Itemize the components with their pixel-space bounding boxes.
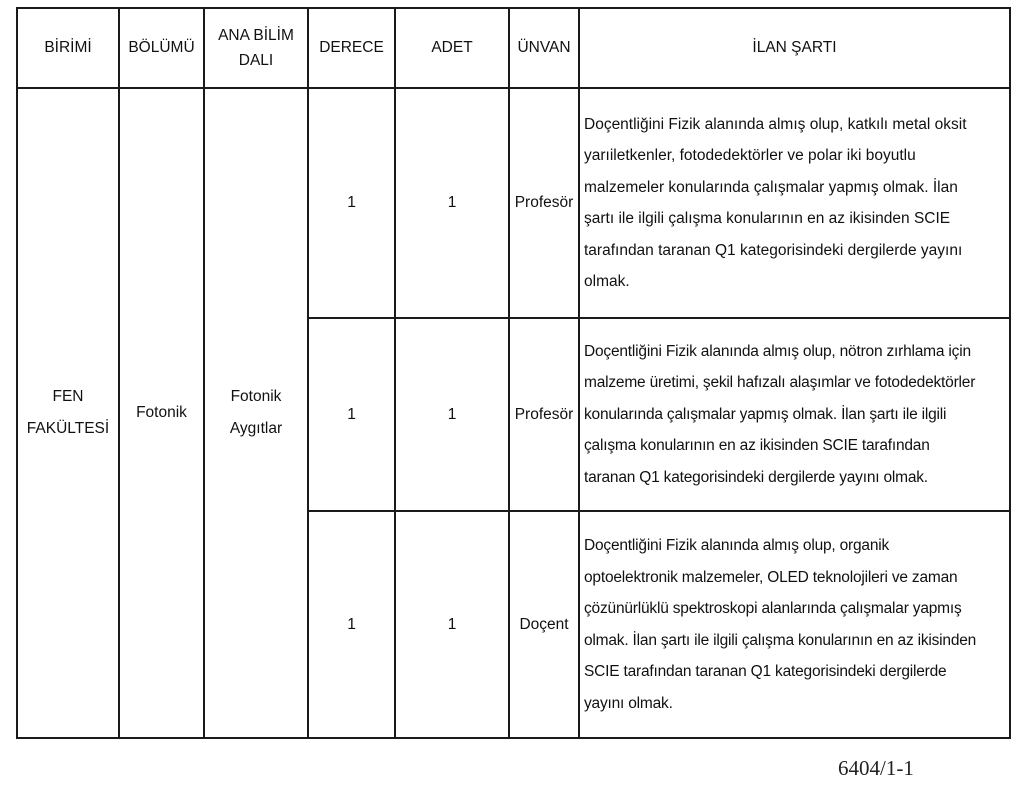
table-row [17, 88, 1010, 318]
unvan-cell: Profesör [509, 318, 579, 511]
ilan-sarti-line: Doçentliğini Fizik alanında almış olup, katkılı metal oksit [584, 115, 967, 133]
ana-bilim-dali-cell [204, 88, 308, 738]
ilan-sarti-line: optoelektronik malzemeler, OLED teknolojileri ve zaman [584, 568, 958, 586]
header-derece: DERECE [308, 8, 395, 88]
ilan-sarti-cell [579, 511, 1010, 738]
header-unvan: ÜNVAN [509, 8, 579, 88]
ilan-sarti-line: yayını olmak. [584, 694, 673, 712]
ilan-sarti-line: olmak. İlan şartı ile ilgili çalışma konularının en az ikisinden [584, 631, 977, 649]
derece-cell: 1 [308, 88, 395, 318]
ilan-sarti-line: tarafından taranan Q1 kategorisindeki dergilerde yayını [584, 241, 963, 259]
ilan-sarti-line: olmak. [584, 273, 630, 290]
derece-cell: 1 [308, 318, 395, 511]
header-ana-bilim-dali-line2: DALI [238, 52, 274, 69]
ilan-sarti-line: SCIE tarafından taranan Q1 kategorisindeki dergilerde [584, 663, 947, 680]
derece-cell: 1 [308, 511, 395, 738]
ilan-sarti-line: konularında çalışmalar yapmış olmak. İlan şartı ile ilgili [584, 405, 947, 423]
header-ilan-sarti: İLAN ŞARTI [579, 8, 1010, 88]
ilan-sarti-cell [579, 318, 1010, 511]
ilan-sarti-line: malzeme üretimi, şekil hafızalı alaşımlar ve fotodedektörler [584, 374, 976, 392]
unvan-cell: Profesör [509, 88, 579, 318]
job-posting-table [16, 7, 1011, 739]
ilan-sarti-line: şartı ile ilgili çalışma konularının en az ikisinden SCIE [584, 210, 951, 227]
birim-line2: FAKÜLTESİ [26, 420, 110, 437]
adet-cell: 1 [395, 88, 509, 318]
header-row [17, 8, 1010, 88]
bolum-cell: Fotonik [119, 88, 204, 738]
birim-line1: FEN [52, 388, 84, 405]
ilan-sarti-cell [579, 88, 1010, 318]
adet-cell: 1 [395, 318, 509, 511]
header-adet: ADET [395, 8, 509, 88]
ilan-sarti-line: Doçentliğini Fizik alanında almış olup, organik [584, 537, 890, 554]
ilan-sarti-line: çalışma konularının en az ikisinden SCIE tarafından [584, 437, 930, 455]
header-ana-bilim-dali [204, 8, 308, 88]
unvan-cell: Doçent [509, 511, 579, 738]
ana-bilim-dali-line2: Aygıtlar [229, 420, 283, 437]
ilan-sarti-line: çözünürlüklü spektroskopi alanlarında çalışmalar yapmış [584, 600, 962, 617]
adet-cell: 1 [395, 511, 509, 738]
header-ana-bilim-dali-line1: ANA BİLİM [218, 27, 294, 44]
ilan-sarti-line: taranan Q1 kategorisindeki dergilerde yayını olmak. [584, 468, 928, 486]
header-bolumu: BÖLÜMÜ [119, 8, 204, 88]
ilan-sarti-line: Doçentliğini Fizik alanında almış olup, nötron zırhlama için [584, 342, 971, 360]
ana-bilim-dali-line1: Fotonik [230, 388, 282, 405]
document-code: 6404/1-1 [838, 756, 914, 780]
ilan-sarti-line: malzemeler konularında çalışmalar yapmış olmak. İlan [584, 178, 958, 196]
ilan-sarti-line: yarıiletkenler, fotodedektörler ve polar iki boyutlu [584, 147, 916, 164]
birim-cell [17, 88, 119, 738]
header-birimi: BİRİMİ [17, 8, 119, 88]
